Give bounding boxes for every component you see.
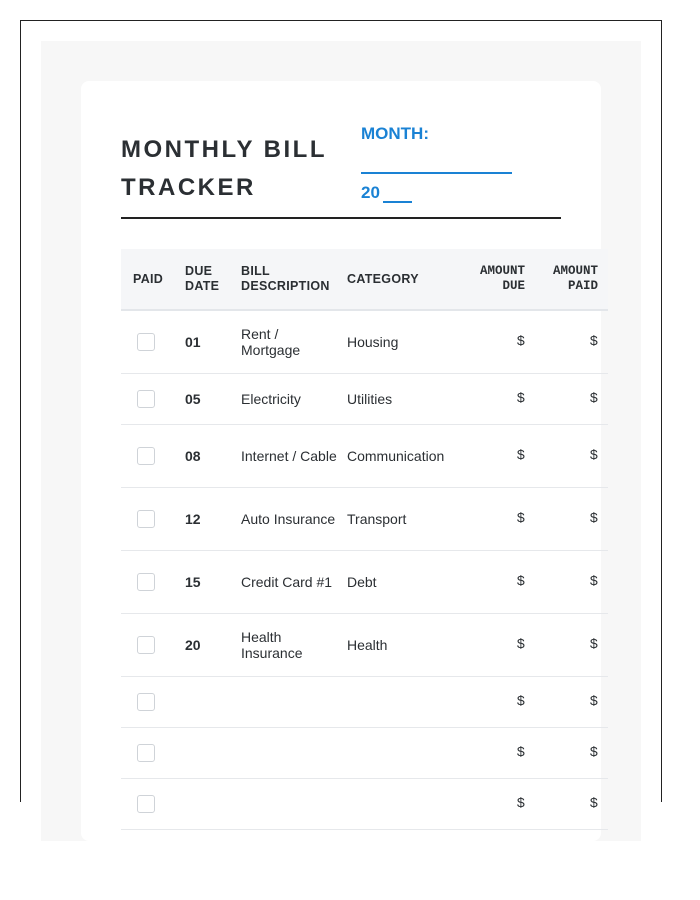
table-row <box>121 613 608 676</box>
column-header-paid: PAID <box>121 249 177 310</box>
table-row <box>121 550 608 613</box>
amount-due-cell[interactable]: $ <box>459 727 535 778</box>
category-cell[interactable]: Debt <box>339 550 459 613</box>
paid-cell <box>121 550 177 613</box>
table-row <box>121 424 608 487</box>
paid-checkbox[interactable] <box>137 795 155 813</box>
bill-description-cell[interactable]: Health Insurance <box>233 613 339 676</box>
table-header-row <box>121 249 608 310</box>
amount-paid-cell[interactable]: $ <box>535 487 608 550</box>
amount-paid-cell[interactable]: $ <box>535 727 608 778</box>
amount-due-cell[interactable]: $ <box>459 676 535 727</box>
paid-checkbox[interactable] <box>137 333 155 351</box>
bill-description-cell[interactable]: Credit Card #1 <box>233 550 339 613</box>
amount-paid-cell[interactable]: $ <box>535 373 608 424</box>
category-cell[interactable]: Transport <box>339 487 459 550</box>
paid-checkbox[interactable] <box>137 390 155 408</box>
due-date-cell[interactable] <box>177 727 233 778</box>
paid-checkbox[interactable] <box>137 744 155 762</box>
year-label: 20 <box>361 183 380 202</box>
tracker-header <box>121 121 561 219</box>
column-header-amount-due: AMOUNT DUE <box>459 249 535 310</box>
table-row <box>121 310 608 373</box>
paid-checkbox[interactable] <box>137 447 155 465</box>
table-header <box>121 249 608 310</box>
category-cell[interactable] <box>339 727 459 778</box>
tracker-card <box>81 81 601 841</box>
amount-due-cell[interactable]: $ <box>459 613 535 676</box>
page-background <box>41 41 641 841</box>
month-field[interactable] <box>361 172 512 174</box>
amount-paid-cell[interactable]: $ <box>535 778 608 829</box>
column-header-amount-paid: AMOUNT PAID <box>535 249 608 310</box>
amount-due-cell[interactable]: $ <box>459 487 535 550</box>
bill-description-cell[interactable] <box>233 727 339 778</box>
category-cell[interactable]: Communication <box>339 424 459 487</box>
bill-description-cell[interactable] <box>233 676 339 727</box>
category-cell[interactable]: Housing <box>339 310 459 373</box>
due-date-cell[interactable]: 05 <box>177 373 233 424</box>
amount-paid-cell[interactable]: $ <box>535 613 608 676</box>
due-date-cell[interactable]: 12 <box>177 487 233 550</box>
column-header-category: CATEGORY <box>339 249 459 310</box>
amount-due-cell[interactable]: $ <box>459 424 535 487</box>
bill-table <box>121 249 608 830</box>
amount-due-cell[interactable]: $ <box>459 373 535 424</box>
table-body <box>121 310 608 829</box>
due-date-cell[interactable]: 01 <box>177 310 233 373</box>
year-field[interactable] <box>383 201 412 203</box>
paid-checkbox[interactable] <box>137 510 155 528</box>
paid-cell <box>121 373 177 424</box>
table-row <box>121 487 608 550</box>
amount-paid-cell[interactable]: $ <box>535 676 608 727</box>
bill-description-cell[interactable]: Electricity <box>233 373 339 424</box>
bill-description-cell[interactable] <box>233 778 339 829</box>
paid-cell <box>121 613 177 676</box>
table-row <box>121 676 608 727</box>
due-date-cell[interactable] <box>177 778 233 829</box>
paid-cell <box>121 727 177 778</box>
paid-checkbox[interactable] <box>137 636 155 654</box>
page-frame <box>20 20 662 812</box>
bill-description-cell[interactable]: Internet / Cable <box>233 424 339 487</box>
amount-due-cell[interactable]: $ <box>459 310 535 373</box>
table-row <box>121 727 608 778</box>
amount-paid-cell[interactable]: $ <box>535 310 608 373</box>
table-row <box>121 778 608 829</box>
amount-paid-cell[interactable]: $ <box>535 550 608 613</box>
paid-cell <box>121 676 177 727</box>
paid-cell <box>121 310 177 373</box>
paid-checkbox[interactable] <box>137 573 155 591</box>
table-row <box>121 373 608 424</box>
category-cell[interactable]: Health <box>339 613 459 676</box>
page-title: MONTHLY BILL TRACKER <box>121 136 327 201</box>
amount-paid-cell[interactable]: $ <box>535 424 608 487</box>
paid-cell <box>121 778 177 829</box>
due-date-cell[interactable] <box>177 676 233 727</box>
category-cell[interactable]: Utilities <box>339 373 459 424</box>
amount-due-cell[interactable]: $ <box>459 778 535 829</box>
paid-cell <box>121 424 177 487</box>
bill-description-cell[interactable]: Auto Insurance <box>233 487 339 550</box>
category-cell[interactable] <box>339 778 459 829</box>
column-header-due-date: DUE DATE <box>177 249 233 310</box>
due-date-cell[interactable]: 15 <box>177 550 233 613</box>
month-label: MONTH: <box>361 124 429 143</box>
due-date-cell[interactable]: 20 <box>177 613 233 676</box>
bill-description-cell[interactable]: Rent / Mortgage <box>233 310 339 373</box>
category-cell[interactable] <box>339 676 459 727</box>
paid-cell <box>121 487 177 550</box>
amount-due-cell[interactable]: $ <box>459 550 535 613</box>
due-date-cell[interactable]: 08 <box>177 424 233 487</box>
paid-checkbox[interactable] <box>137 693 155 711</box>
column-header-bill-description: BILL DESCRIPTION <box>233 249 339 310</box>
